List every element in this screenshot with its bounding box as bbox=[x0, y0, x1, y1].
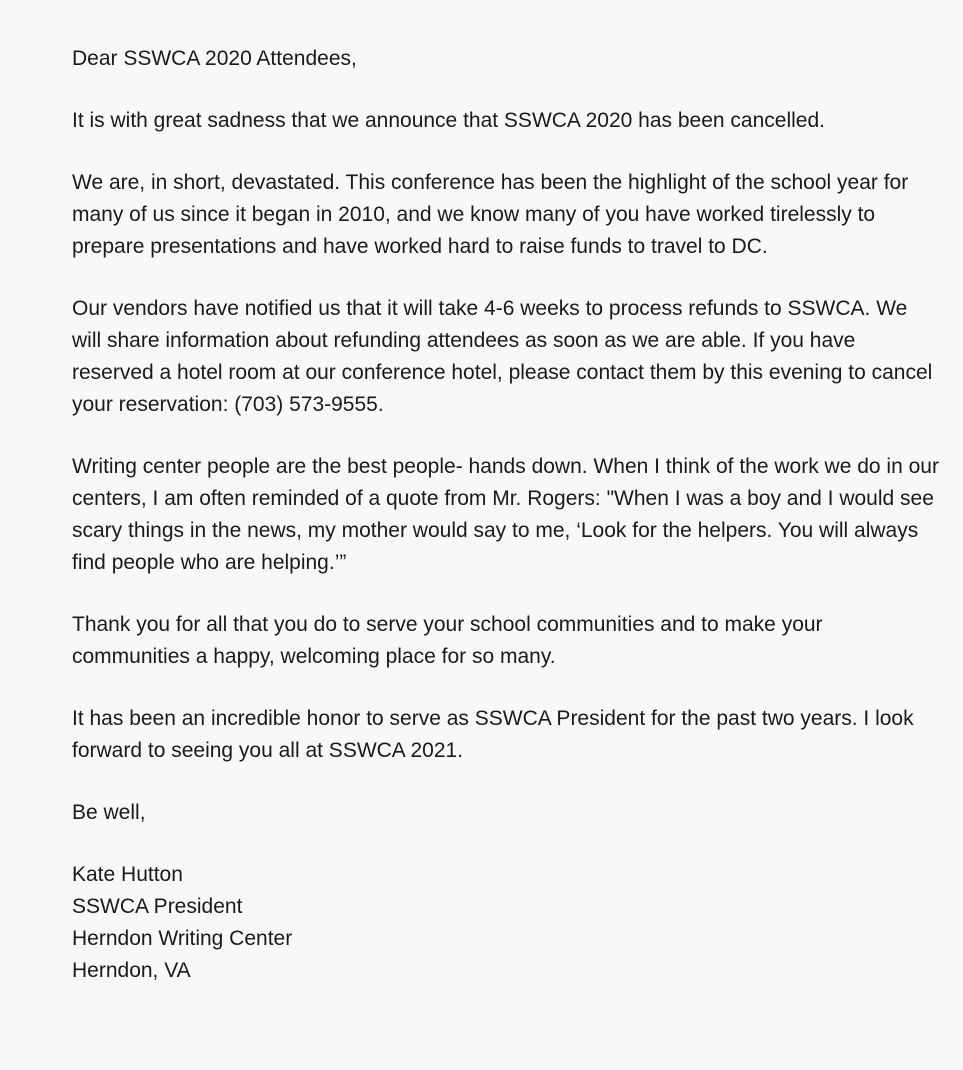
paragraph-refunds: Our vendors have notified us that it will take 4-6 weeks to process refunds to SSWCA. We will share information about refunding attendees as soon as we are able. If you have reserved a hotel room at our conference hotel, please contact them by this evening to cancel your reservation: (703) 573-9555. bbox=[72, 297, 933, 416]
paragraph-honor: It has been an incredible honor to serve as SSWCA President for the past two years. I look forward to seeing you all at SSWCA 2021. bbox=[72, 707, 914, 762]
signature-location: Herndon, VA bbox=[72, 959, 191, 982]
greeting: Dear SSWCA 2020 Attendees, bbox=[72, 47, 357, 70]
paragraph-thank-you: Thank you for all that you do to serve your school communities and to make your communities a happy, welcoming place for so many. bbox=[72, 613, 823, 668]
paragraph-cancellation: It is with great sadness that we announce that SSWCA 2020 has been cancelled. bbox=[72, 109, 825, 132]
paragraph-devastated: We are, in short, devastated. This conference has been the highlight of the school year for many of us since it began in 2010, and we know many of you have worked tirelessly to prepare presentations and have worked hard to raise funds to travel to DC. bbox=[72, 171, 909, 258]
signature-name: Kate Hutton bbox=[72, 863, 183, 886]
closing: Be well, bbox=[72, 801, 146, 824]
signature-block bbox=[72, 859, 942, 987]
letter-body bbox=[72, 43, 942, 987]
paragraph-helpers-quote: Writing center people are the best people- hands down. When I think of the work we do in our centers, I am often reminded of a quote from Mr. Rogers: "When I was a boy and I would see scary things in the news, my mother would say to me, ‘Look for the helpers. You will always find people who are helping.’” bbox=[72, 455, 939, 574]
signature-title: SSWCA President bbox=[72, 895, 243, 918]
signature-organization: Herndon Writing Center bbox=[72, 927, 293, 950]
